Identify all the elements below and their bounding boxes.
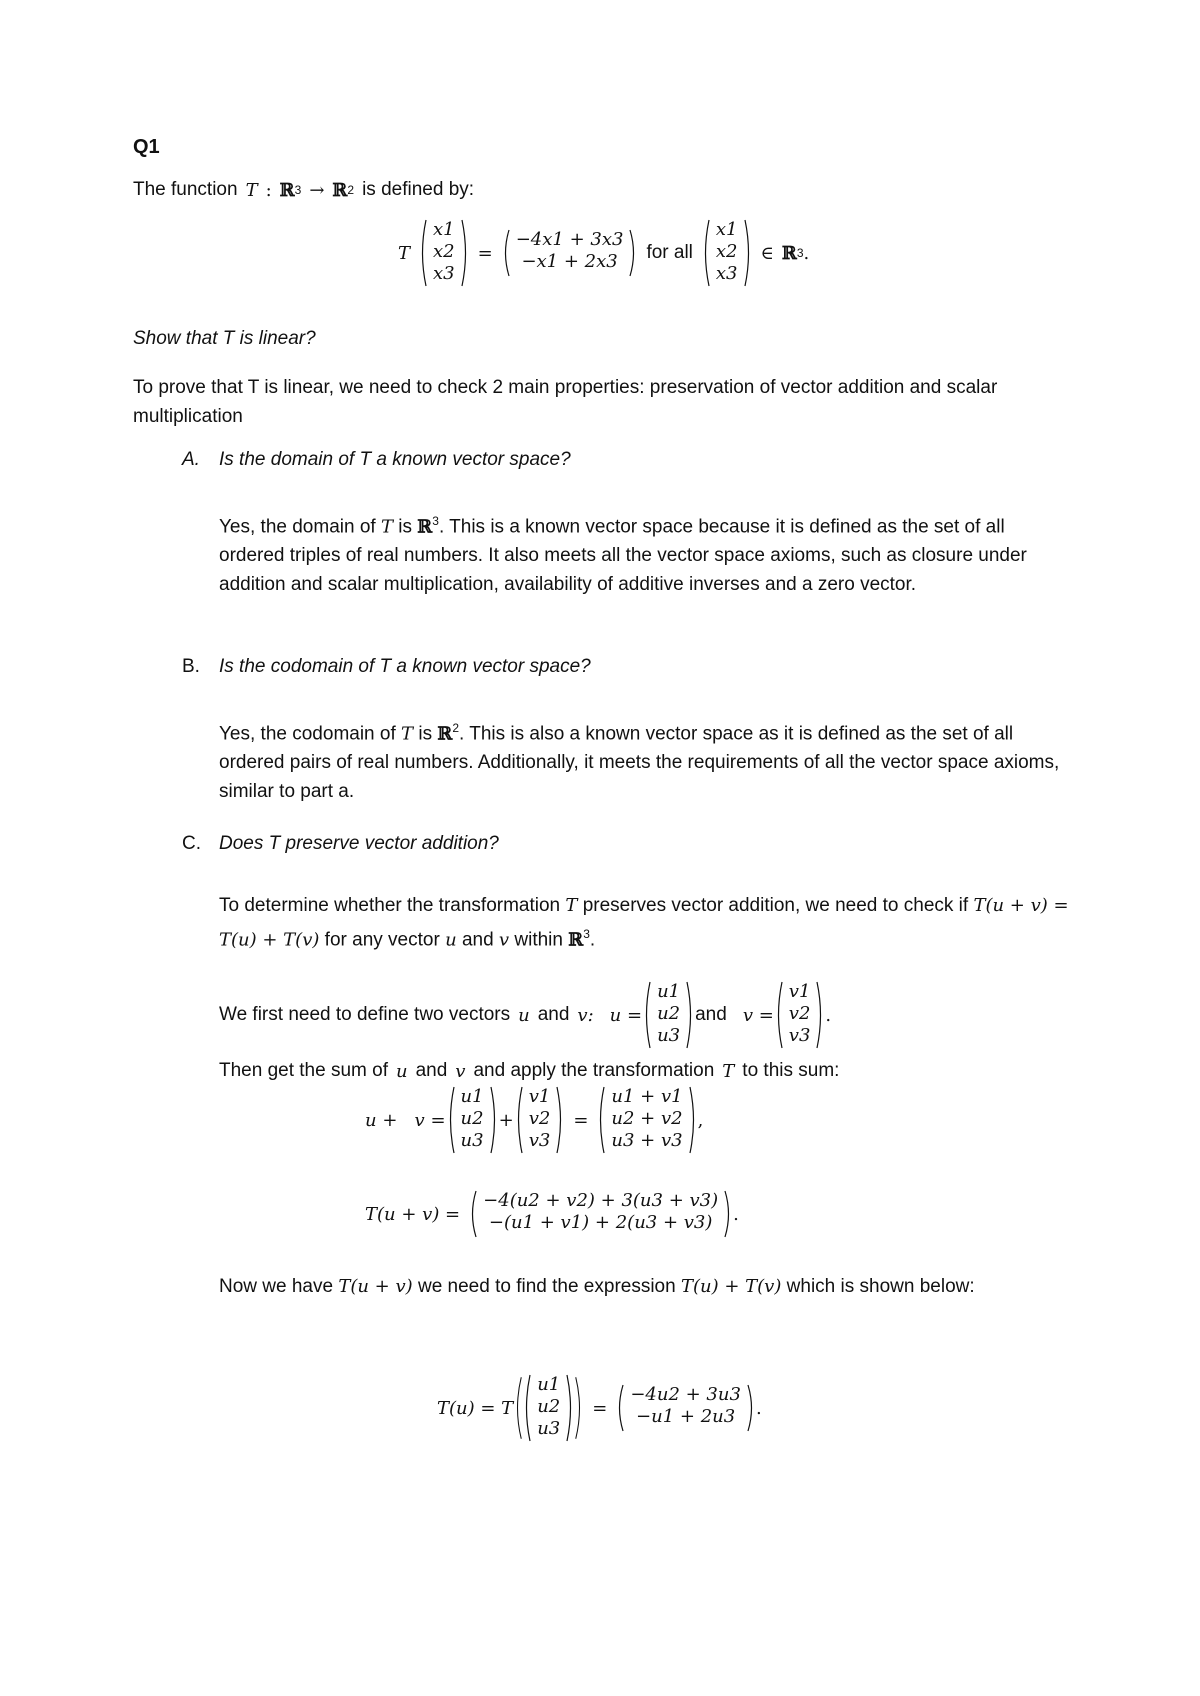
tu-output-vector <box>615 1384 756 1432</box>
now-expr: T(u) + T(v) <box>680 1276 782 1297</box>
def-end: . <box>803 242 810 264</box>
intro-text-after: is defined by: <box>362 179 475 200</box>
sum-v: v <box>455 1060 466 1082</box>
u-vector <box>642 981 695 1049</box>
part-a-answer <box>219 507 1069 599</box>
definition-equation <box>398 218 809 288</box>
def-output-row1: −4x1 + 3x3 <box>515 229 624 250</box>
sum-v-entry-3: v3 <box>528 1130 551 1151</box>
part-c-p1-exp: 3 <box>583 927 590 941</box>
right-paren-icon <box>461 219 470 287</box>
v-entry-1: v1 <box>788 981 811 1002</box>
part-a-answer-space: ℝ <box>417 516 433 538</box>
tuv-col <box>477 1190 724 1238</box>
part-c-p1-within: within <box>514 929 563 951</box>
question-heading: Q1 <box>133 136 160 158</box>
def-input-x1: x1 <box>433 219 455 240</box>
def-forall-col <box>710 219 744 287</box>
sum-u: u <box>396 1060 408 1082</box>
part-b-answer-before: Yes, the codomain of <box>219 723 396 745</box>
tu-eq: = <box>592 1397 608 1419</box>
right-paren-icon <box>575 1366 584 1450</box>
tuv-vector <box>468 1190 733 1238</box>
part-a-answer-before: Yes, the domain of <box>219 516 376 538</box>
tu-lhs: T(u) = T <box>437 1397 514 1419</box>
intro-colon: : <box>265 179 272 201</box>
left-paren-icon <box>701 219 710 287</box>
def-forall-x2: x2 <box>715 241 738 262</box>
sum-lhs: u + v = <box>365 1109 446 1131</box>
part-b-answer <box>219 714 1069 806</box>
define-vectors-line <box>219 980 831 1050</box>
tuv-end: . <box>733 1203 739 1225</box>
def-input-x3: x3 <box>433 263 455 284</box>
def-input-col <box>427 219 461 287</box>
left-paren-icon <box>501 229 510 277</box>
left-paren-icon <box>514 1086 523 1154</box>
sum-result-2: u2 + v2 <box>611 1108 683 1129</box>
tu-end: . <box>755 1397 762 1419</box>
sum-equation <box>365 1085 703 1155</box>
right-paren-icon <box>490 1086 499 1154</box>
tuv-equation <box>365 1188 739 1240</box>
tu-input-col <box>531 1374 566 1442</box>
left-paren-icon <box>468 1190 477 1238</box>
right-paren-icon <box>686 981 695 1049</box>
tu-input-3: u3 <box>537 1418 561 1439</box>
v-vector <box>774 981 826 1049</box>
right-paren-icon <box>689 1086 698 1154</box>
sum-u-vector <box>446 1086 499 1154</box>
right-paren-icon <box>566 1374 575 1442</box>
part-c-p1-u: u <box>445 929 457 951</box>
right-paren-icon <box>816 981 825 1049</box>
part-a-answer-t: T <box>380 516 393 538</box>
u-entry-2: u2 <box>657 1003 681 1024</box>
tu-input-inner <box>522 1374 575 1442</box>
part-c-p1-and: and <box>461 929 494 951</box>
sum-u-entry-1: u1 <box>460 1086 484 1107</box>
v-entry-2: v2 <box>788 1003 811 1024</box>
define-text: We first need to define two vectors <box>219 1004 511 1025</box>
u-col <box>651 981 686 1049</box>
intro-codomain: ℝ <box>332 179 348 201</box>
left-paren-icon <box>446 1086 455 1154</box>
part-b-answer-t: T <box>401 723 414 745</box>
part-c-p1-v: v <box>498 929 510 951</box>
part-a-answer-is: is <box>398 516 412 538</box>
tuv-row-2: −(u1 + v1) + 2(u3 + v3) <box>488 1212 713 1233</box>
sum-text-before: Then get the sum of <box>219 1060 388 1081</box>
define-and: and <box>537 1004 570 1025</box>
define-dot: . <box>825 1004 832 1026</box>
define-u: u <box>518 1004 530 1026</box>
part-c-p1-before: To determine whether the transformation <box>219 895 561 916</box>
part-b-question: Is the codomain of T a known vector space? <box>219 656 591 677</box>
sum-eq: = <box>573 1109 589 1131</box>
sum-u-entry-2: u2 <box>460 1108 484 1129</box>
left-paren-icon <box>596 1086 605 1154</box>
sum-plus: + <box>498 1109 514 1131</box>
part-a-question: Is the domain of T a known vector space? <box>219 449 571 470</box>
and-word: and <box>695 1004 727 1025</box>
part-c-p1-mid: preserves vector addition, we need to check if <box>582 895 969 916</box>
part-c-p1-eq: T(u + v) = T(u) + T(v) <box>219 895 1069 951</box>
tuv-row-1: −4(u2 + v2) + 3(u3 + v3) <box>483 1190 719 1211</box>
left-paren-icon <box>615 1384 624 1432</box>
part-c-question: Does T preserve vector addition? <box>219 833 499 854</box>
u-eq: u = <box>609 1004 643 1026</box>
sum-result-3: u3 + v3 <box>611 1130 683 1151</box>
sum-text-mid: and apply the transformation <box>473 1060 715 1081</box>
sum-v-vector <box>514 1086 566 1154</box>
sum-v-entry-1: v1 <box>528 1086 551 1107</box>
tu-input-vector <box>522 1366 575 1450</box>
u-entry-1: u1 <box>657 981 681 1002</box>
tu-input-1: u1 <box>537 1374 561 1395</box>
left-paren-icon <box>774 981 783 1049</box>
v-col <box>783 981 817 1049</box>
def-space-exp: 3 <box>796 246 804 260</box>
sum-t: T <box>722 1060 735 1082</box>
sum-v-entry-2: v2 <box>528 1108 551 1129</box>
def-lhs-t: T <box>398 242 411 264</box>
left-paren-icon <box>418 219 427 287</box>
intro-line <box>133 175 474 205</box>
sum-v-col <box>523 1086 557 1154</box>
part-b-answer-space: ℝ <box>437 723 453 745</box>
def-output-col <box>510 229 630 277</box>
part-a-label: A. <box>182 449 200 470</box>
intro-map-t: T <box>245 179 258 201</box>
sum-sentence <box>219 1056 839 1086</box>
sum-result-vector <box>596 1086 697 1154</box>
tuv-lhs: T(u + v) = <box>365 1203 461 1225</box>
part-b-answer-rest: . This is also a known vector space as it is defined as the set of all ordered pairs of real numbers. Additionally, it meets the requirements of all the vector space axioms, similar to part a. <box>219 723 1060 803</box>
part-b-answer-exp: 2 <box>452 721 460 735</box>
intro-arrow: → <box>309 179 325 201</box>
sum-result-col <box>605 1086 688 1154</box>
def-forall-x1: x1 <box>715 219 738 240</box>
part-c-intro <box>219 891 1069 954</box>
intro-text-before: The function <box>133 179 238 200</box>
intro-codomain-exp: 2 <box>347 183 355 197</box>
def-equals: = <box>477 242 493 264</box>
part-c-label: C. <box>182 833 201 854</box>
def-forall-vector <box>701 219 753 287</box>
right-paren-icon <box>724 1190 733 1238</box>
def-for-all: for all <box>646 242 693 263</box>
def-output-vector <box>501 229 639 277</box>
part-c-p1-after: for any vector <box>324 929 440 951</box>
tu-input-2: u2 <box>537 1396 561 1417</box>
part-b-label: B. <box>182 656 200 677</box>
part-a-answer-rest: . This is a known vector space because it is defined as the set of all ordered triples of real numbers. It also meets all the vector space axioms, such as closure under addition and scalar multiplication, availability of additive inverses and a zero vector. <box>219 516 1027 596</box>
right-paren-icon <box>747 1384 756 1432</box>
def-space: ℝ <box>781 242 797 264</box>
def-output-row2: −x1 + 2x3 <box>521 251 618 272</box>
prove-intro: To prove that T is linear, we need to check 2 main properties: preservation of vector addition and scalar multiplication <box>133 377 998 427</box>
right-paren-icon <box>629 229 638 277</box>
question-text: Show that T is linear? <box>133 328 316 349</box>
now-sentence <box>219 1272 1069 1301</box>
def-input-vector <box>418 219 470 287</box>
u-entry-3: u3 <box>657 1025 681 1046</box>
tu-outer-paren <box>513 1366 584 1450</box>
left-paren-icon <box>522 1374 531 1442</box>
sum-text-end: to this sum: <box>742 1060 840 1081</box>
tu-output-col <box>624 1384 747 1432</box>
part-a-answer-exp: 3 <box>432 514 439 528</box>
left-paren-icon <box>642 981 651 1049</box>
v-eq: v = <box>742 1004 774 1026</box>
tu-equation <box>437 1365 762 1451</box>
sum-comma: , <box>697 1109 704 1131</box>
right-paren-icon <box>744 219 753 287</box>
now-mid: we need to find the expression <box>417 1276 676 1297</box>
def-member: ∈ <box>760 242 774 264</box>
intro-domain: ℝ <box>279 179 295 201</box>
part-b-answer-is: is <box>418 723 433 745</box>
define-v: v: <box>577 1004 594 1026</box>
tu-output-1: −4u2 + 3u3 <box>630 1384 741 1405</box>
part-c-p1-t: T <box>565 895 578 916</box>
def-input-x2: x2 <box>433 241 455 262</box>
sum-u-entry-3: u3 <box>460 1130 484 1151</box>
def-forall-x3: x3 <box>715 263 738 284</box>
v-entry-3: v3 <box>788 1025 811 1046</box>
part-c-p1-end: . <box>589 929 596 951</box>
now-end: which is shown below: <box>786 1276 975 1297</box>
sum-result-1: u1 + v1 <box>611 1086 683 1107</box>
sum-and: and <box>415 1060 448 1081</box>
now-before: Now we have <box>219 1276 334 1297</box>
tu-output-2: −u1 + 2u3 <box>636 1406 736 1427</box>
right-paren-icon <box>556 1086 565 1154</box>
left-paren-icon <box>513 1366 522 1450</box>
sum-u-col <box>455 1086 490 1154</box>
now-tuv: T(u + v) <box>338 1276 413 1297</box>
intro-domain-exp: 3 <box>294 183 302 197</box>
part-c-p1-space: ℝ <box>568 929 584 951</box>
